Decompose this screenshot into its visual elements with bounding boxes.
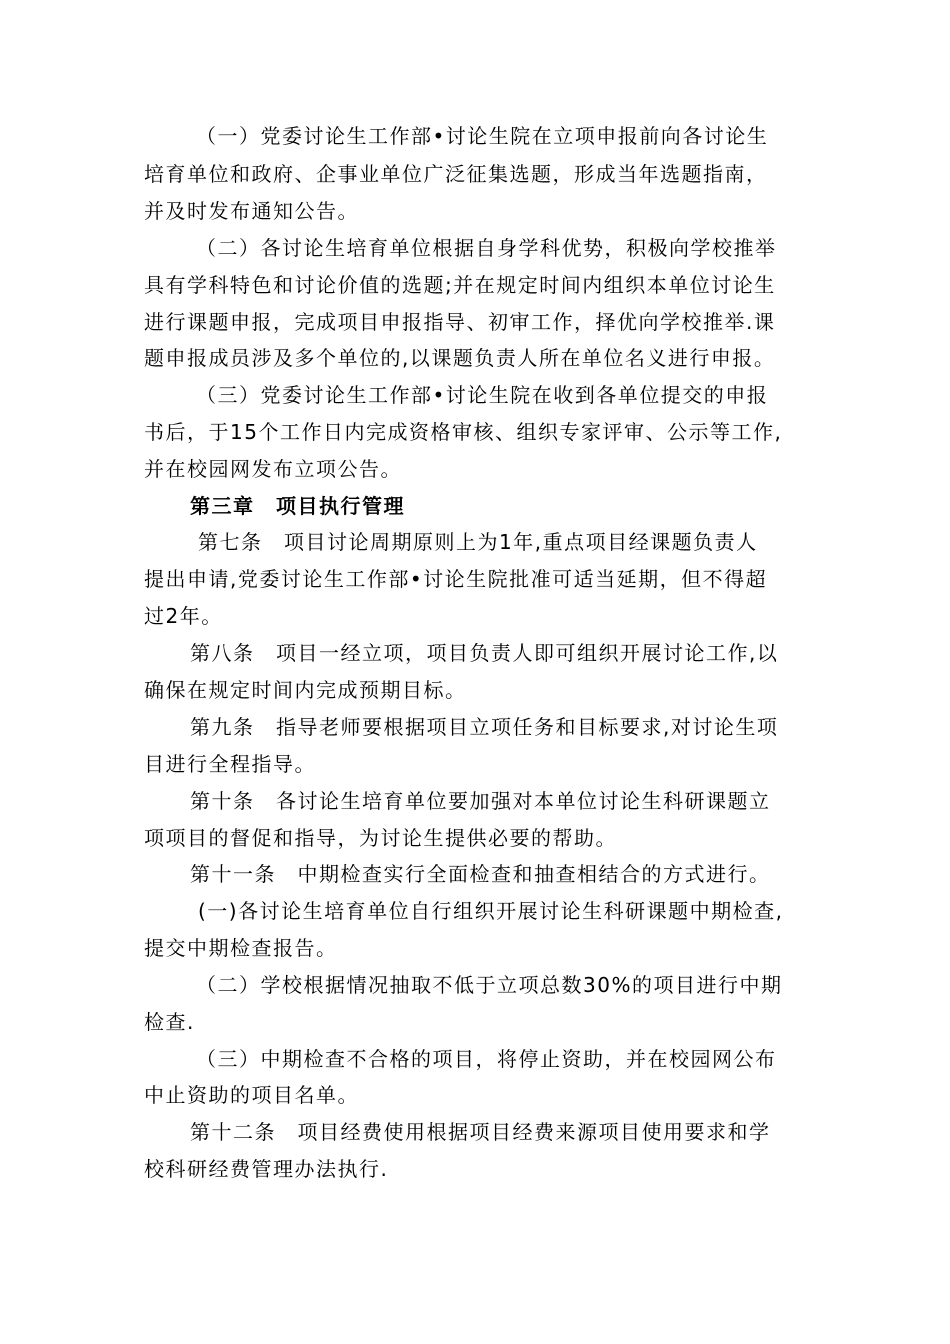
paragraph-line: 过2年。 [144, 604, 223, 628]
paragraph-line: 并及时发布通知公告。 [144, 199, 359, 223]
paragraph-line: 第十一条 中期检查实行全面检查和抽查相结合的方式进行。 [190, 862, 771, 886]
paragraph-line: 检查. [144, 1010, 195, 1034]
chapter-heading: 第三章 项目执行管理 [190, 494, 405, 518]
paragraph-line: 培育单位和政府、企事业单位广泛征集选题，形成当年选题指南， [144, 162, 768, 186]
paragraph-line: （三）中期检查不合格的项目，将停止资助，并在校园网公布 [196, 1047, 777, 1071]
paragraph-line: 第十二条 项目经费使用根据项目经费来源项目使用要求和学 [190, 1120, 771, 1144]
paragraph-line: (一)各讨论生培育单位自行组织开展讨论生科研课题中期检查, [198, 899, 784, 923]
paragraph-line: 项项目的督促和指导，为讨论生提供必要的帮助。 [144, 826, 617, 850]
paragraph-line: 第九条 指导老师要根据项目立项任务和目标要求,对讨论生项 [190, 715, 779, 739]
paragraph-line: （一）党委讨论生工作部•讨论生院在立项申报前向各讨论生 [196, 124, 769, 148]
paragraph-line: （二）学校根据情况抽取不低于立项总数30%的项目进行中期 [196, 973, 783, 997]
paragraph-line: 第十条 各讨论生培育单位要加强对本单位讨论生科研课题立 [190, 789, 771, 813]
paragraph-line: 提出申请,党委讨论生工作部•讨论生院批准可适当延期，但不得超 [144, 567, 768, 591]
paragraph-line: 中止资助的项目名单。 [144, 1083, 359, 1107]
paragraph-line: （二）各讨论生培育单位根据自身学科优势，积极向学校推举 [196, 236, 777, 260]
paragraph-line: 并在校园网发布立项公告。 [144, 457, 402, 481]
paragraph-line: （三）党委讨论生工作部•讨论生院在收到各单位提交的申报 [196, 383, 769, 407]
paragraph-line: 第七条 项目讨论周期原则上为1年,重点项目经课题负责人 [198, 530, 758, 554]
paragraph-line: 校科研经费管理办法执行. [144, 1157, 389, 1181]
paragraph-line: 确保在规定时间内完成预期目标。 [144, 678, 467, 702]
paragraph-line: 目进行全程指导。 [144, 752, 316, 776]
paragraph-line: 进行课题申报，完成项目申报指导、初审工作，择优向学校推举.课 [144, 310, 776, 334]
paragraph-line: 提交中期检查报告。 [144, 936, 338, 960]
paragraph-line: 题申报成员涉及多个单位的,以课题负责人所在单位名义进行申报。 [144, 346, 776, 370]
paragraph-line: 书后，于15个工作日内完成资格审核、组织专家评审、公示等工作, [144, 420, 783, 444]
paragraph-line: 第八条 项目一经立项，项目负责人即可组织开展讨论工作,以 [190, 641, 779, 665]
paragraph-line: 具有学科特色和讨论价值的选题;并在规定时间内组织本单位讨论生 [144, 273, 776, 297]
